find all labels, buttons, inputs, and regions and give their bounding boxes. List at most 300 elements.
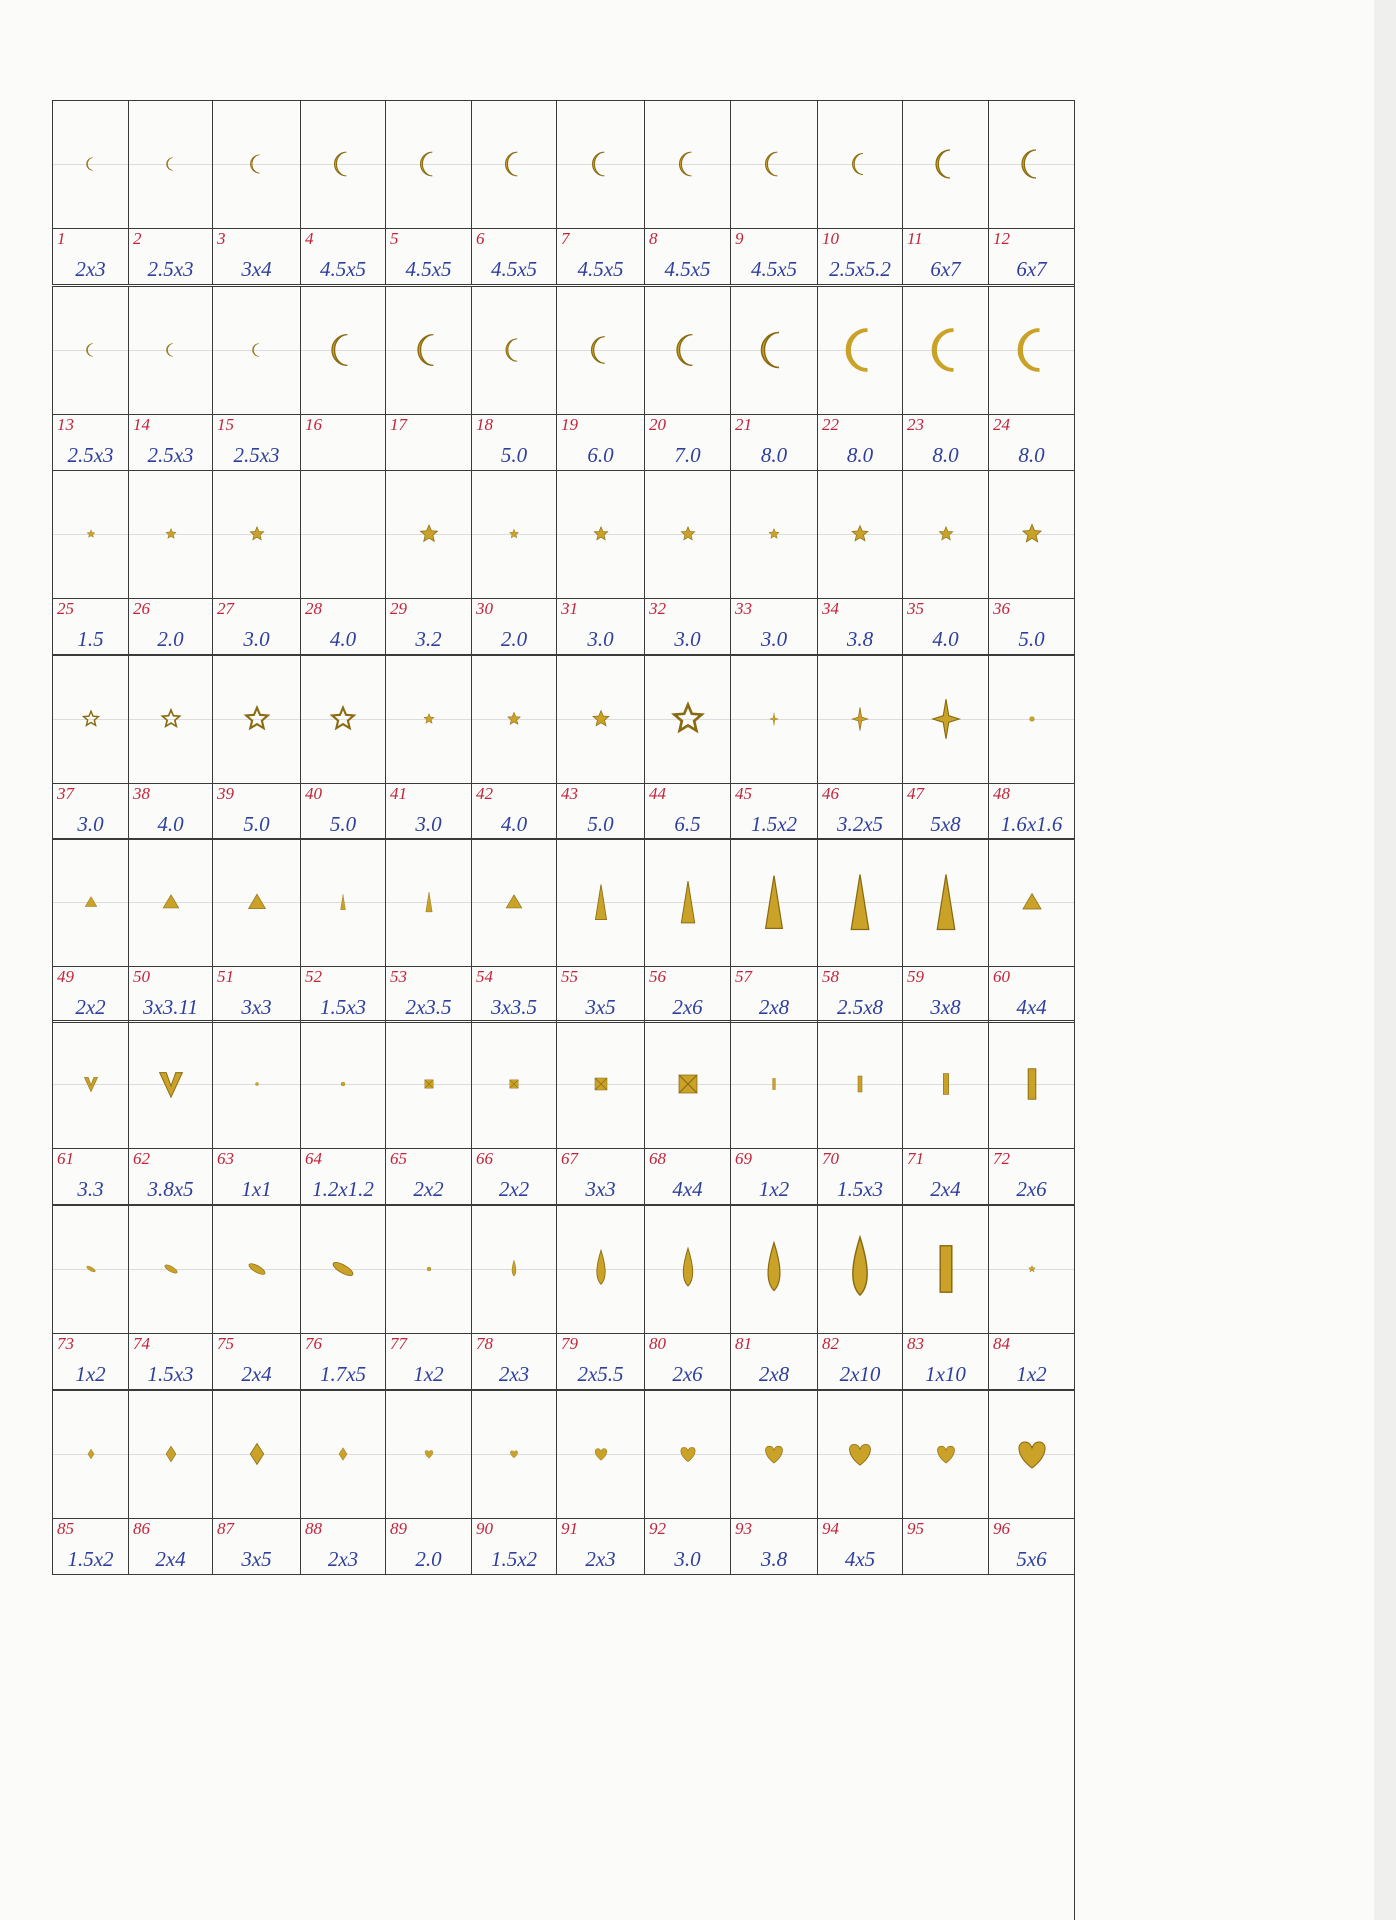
charm-label-cell	[385, 783, 471, 839]
item-size: 2.0	[500, 627, 528, 651]
item-number: 7	[561, 229, 570, 248]
charm-label-cell	[471, 1333, 556, 1389]
item-size: 3.0	[760, 627, 788, 651]
charm-picture-cell	[902, 1205, 988, 1333]
item-number: 26	[133, 599, 150, 618]
charm-picture-cell	[988, 470, 1074, 598]
charm-picture-cell	[52, 286, 128, 414]
charm-label-cell	[300, 966, 385, 1022]
charm-picture-cell	[471, 286, 556, 414]
item-size: 4x4	[1016, 995, 1047, 1019]
item-size: 3x3.11	[142, 995, 198, 1019]
grid-row-line	[52, 1148, 1074, 1149]
charm-label-cell	[817, 1333, 902, 1389]
item-number: 13	[57, 415, 74, 434]
item-number: 14	[133, 415, 150, 434]
charm-picture-cell	[817, 100, 902, 228]
charm-label-cell	[988, 598, 1074, 654]
item-size: 3x3	[241, 995, 272, 1019]
item-size: 3.0	[243, 627, 270, 651]
charm-picture-cell	[385, 655, 471, 783]
item-size: 2x3	[585, 1547, 616, 1571]
item-size: 4.5x5	[490, 257, 538, 281]
crescent-icon	[399, 134, 459, 194]
charm-picture-cell	[644, 838, 730, 966]
teardrop-icon	[658, 1239, 718, 1299]
item-size: 1x2	[413, 1362, 444, 1386]
grid-row-line	[52, 1333, 1074, 1334]
crescent-icon	[658, 320, 718, 380]
charm-label-cell	[212, 1148, 300, 1204]
item-number: 75	[217, 1334, 234, 1353]
item-number: 16	[305, 415, 322, 434]
spike-icon	[571, 872, 631, 932]
grid-right-border	[1074, 100, 1075, 1920]
item-size: 1x10	[925, 1362, 966, 1386]
item-size: 2x8	[758, 1362, 790, 1386]
item-size: 3x5	[241, 1547, 272, 1571]
triangle-icon	[61, 872, 121, 932]
charm-label-cell	[988, 1333, 1074, 1389]
charm-label-cell	[988, 228, 1074, 284]
charm-label-cell	[644, 228, 730, 284]
charm-label-cell	[556, 414, 644, 470]
item-size: 7.0	[674, 443, 701, 467]
item-size: 2x4	[155, 1547, 186, 1571]
item-size: 2x6	[1016, 1177, 1047, 1201]
item-size: 1x2	[1016, 1362, 1047, 1386]
charm-picture-cell	[988, 1390, 1074, 1518]
item-number: 92	[649, 1519, 666, 1538]
item-size: 1.5x2	[490, 1547, 538, 1571]
crescent-icon	[484, 320, 544, 380]
item-number: 6	[476, 229, 485, 248]
charm-picture-cell	[52, 100, 128, 228]
pyramid-icon	[484, 1054, 544, 1114]
heart-icon	[744, 1424, 804, 1484]
grid-row-line	[52, 598, 1074, 599]
item-number: 79	[561, 1334, 578, 1353]
pyramid-icon	[658, 1054, 718, 1114]
charm-label-cell	[988, 1518, 1074, 1574]
charm-picture-cell	[212, 1020, 300, 1148]
crescent-icon	[571, 134, 631, 194]
item-size: 2.5x8	[836, 995, 884, 1019]
item-number: 58	[822, 967, 839, 986]
charm-picture-cell	[471, 470, 556, 598]
charm-label-cell	[902, 1518, 988, 1574]
item-number: 46	[822, 784, 839, 803]
crescent-icon	[658, 134, 718, 194]
charm-picture-cell	[556, 1020, 644, 1148]
item-size: 2x5.5	[577, 1362, 624, 1386]
item-size: 4x5	[844, 1547, 876, 1571]
charm-picture-cell	[817, 1205, 902, 1333]
charm-label-cell	[52, 1518, 128, 1574]
charm-label-cell	[385, 1148, 471, 1204]
charm-picture-cell	[902, 838, 988, 966]
charm-label-cell	[730, 783, 817, 839]
charm-label-cell	[902, 1148, 988, 1204]
crescent-icon	[399, 320, 459, 380]
item-size: 5.0	[243, 812, 270, 836]
item-size: 2x2	[75, 995, 106, 1019]
charm-picture-cell	[128, 286, 212, 414]
charm-picture-cell	[902, 655, 988, 783]
charm-label-cell	[52, 1148, 128, 1204]
charm-picture-cell	[556, 286, 644, 414]
item-size: 2.5x3	[147, 443, 194, 467]
star-icon	[916, 504, 976, 564]
charm-picture-cell	[128, 470, 212, 598]
item-size: 5.0	[500, 443, 528, 467]
charm-label-cell	[902, 1333, 988, 1389]
charm-picture-cell	[128, 1390, 212, 1518]
crescent-icon	[571, 320, 631, 380]
item-number: 91	[561, 1519, 578, 1538]
star-icon	[227, 504, 287, 564]
bar-icon	[916, 1054, 976, 1114]
item-number: 19	[561, 415, 578, 434]
item-number: 8	[649, 229, 658, 248]
teardrop-icon	[484, 1239, 544, 1299]
item-number: 87	[217, 1519, 234, 1538]
item-number: 4	[305, 229, 314, 248]
charm-label-cell	[300, 414, 385, 470]
grid-row-line	[52, 228, 1074, 229]
pyramid-icon	[571, 1054, 631, 1114]
item-number: 37	[57, 784, 74, 803]
item-size: 6.0	[587, 443, 614, 467]
grid-row-line	[52, 284, 1074, 285]
charm-picture-cell	[128, 655, 212, 783]
star-icon	[571, 504, 631, 564]
item-number: 21	[735, 415, 752, 434]
heart-icon	[399, 1424, 459, 1484]
item-size: 1.5x3	[319, 995, 367, 1019]
chevron-down-icon	[61, 1054, 121, 1114]
crescent-icon	[61, 134, 121, 194]
item-number: 28	[305, 599, 322, 618]
diamond-icon	[227, 1424, 287, 1484]
item-size: 2.5x3	[233, 443, 280, 467]
scan-edge	[1374, 0, 1396, 1920]
charm-picture-cell	[471, 100, 556, 228]
item-number: 17	[390, 415, 407, 434]
charm-label-cell	[644, 783, 730, 839]
item-size: 3.0	[674, 1547, 701, 1571]
charm-picture-cell	[988, 1020, 1074, 1148]
item-number: 77	[390, 1334, 407, 1353]
charm-picture-cell	[556, 100, 644, 228]
chevron-down-icon	[141, 1054, 201, 1114]
item-number: 15	[217, 415, 234, 434]
item-size: 1.6x1.6	[1000, 812, 1063, 836]
charm-label-cell	[730, 1518, 817, 1574]
item-size: 3.2	[415, 627, 442, 651]
item-size: 5x8	[930, 812, 961, 836]
charm-picture-cell	[988, 286, 1074, 414]
item-number: 66	[476, 1149, 493, 1168]
item-size: 2x3	[75, 257, 106, 281]
star-icon	[399, 504, 459, 564]
bar-icon	[916, 1239, 976, 1299]
charm-picture-cell	[644, 470, 730, 598]
item-size: 6x7	[1016, 257, 1047, 281]
item-number: 50	[133, 967, 150, 986]
charm-picture-cell	[644, 286, 730, 414]
charm-picture-cell	[730, 470, 817, 598]
charm-label-cell	[385, 1518, 471, 1574]
item-size: 3.2x5	[836, 812, 884, 836]
charm-label-cell	[471, 1518, 556, 1574]
item-number: 44	[649, 784, 666, 803]
charm-picture-cell	[730, 1390, 817, 1518]
charm-picture-cell	[300, 1020, 385, 1148]
grid-row-line	[52, 1574, 1074, 1575]
star-icon	[141, 504, 201, 564]
crescent-icon	[141, 134, 201, 194]
charm-picture-cell	[471, 838, 556, 966]
star-outline-icon	[313, 689, 373, 749]
item-number: 68	[649, 1149, 666, 1168]
grid-row-line	[52, 655, 1074, 656]
oval-icon	[61, 1239, 121, 1299]
item-size: 4.0	[500, 812, 528, 836]
item-size: 2x2	[498, 1177, 530, 1201]
charm-label-cell	[52, 783, 128, 839]
item-number: 31	[561, 599, 578, 618]
charm-catalog-grid	[52, 100, 1316, 1920]
charm-picture-cell	[128, 1020, 212, 1148]
charm-label-cell	[128, 1333, 212, 1389]
charm-picture-cell	[300, 1205, 385, 1333]
charm-picture-cell	[212, 470, 300, 598]
charm-picture-cell	[817, 470, 902, 598]
item-size: 4.0	[157, 812, 184, 836]
charm-label-cell	[385, 1333, 471, 1389]
item-size: 1.5x2	[750, 812, 798, 836]
charm-label-cell	[212, 783, 300, 839]
spike-icon	[399, 872, 459, 932]
item-number: 23	[907, 415, 924, 434]
item-size: 4.5x5	[405, 257, 452, 281]
heart-icon	[1002, 1424, 1062, 1484]
item-size: 3.0	[415, 812, 442, 836]
item-number: 35	[907, 599, 924, 618]
charm-label-cell	[730, 966, 817, 1022]
charm-label-cell	[644, 414, 730, 470]
crescent-icon	[916, 134, 976, 194]
charm-picture-cell	[817, 1020, 902, 1148]
star-outline-icon	[141, 689, 201, 749]
charm-picture-cell	[902, 100, 988, 228]
crescent-outline-icon	[1002, 320, 1062, 380]
grid-row-line	[52, 1205, 1074, 1206]
sparkle-icon	[830, 689, 890, 749]
item-number: 49	[57, 967, 74, 986]
crescent-icon	[227, 134, 287, 194]
item-number: 22	[822, 415, 839, 434]
item-size: 3.8	[846, 627, 874, 651]
item-number: 80	[649, 1334, 666, 1353]
item-number: 69	[735, 1149, 752, 1168]
crescent-icon	[313, 134, 373, 194]
crescent-icon	[830, 134, 890, 194]
item-size: 3.3	[77, 1177, 104, 1201]
charm-picture-cell	[730, 286, 817, 414]
diamond-icon	[61, 1424, 121, 1484]
charm-label-cell	[730, 598, 817, 654]
item-number: 32	[649, 599, 666, 618]
grid-row-line	[52, 286, 1074, 287]
item-number: 72	[993, 1149, 1010, 1168]
item-number: 29	[390, 599, 407, 618]
charm-picture-cell	[300, 286, 385, 414]
star-icon	[1002, 504, 1062, 564]
charm-picture-cell	[128, 100, 212, 228]
charm-picture-cell	[730, 100, 817, 228]
item-size: 3x5	[585, 995, 616, 1019]
crescent-icon	[744, 134, 804, 194]
item-size: 8.0	[1018, 443, 1045, 467]
item-number: 83	[907, 1334, 924, 1353]
item-number: 84	[993, 1334, 1010, 1353]
charm-picture-cell	[212, 1205, 300, 1333]
bar-icon	[830, 1054, 890, 1114]
item-number: 64	[305, 1149, 322, 1168]
star-icon	[744, 504, 804, 564]
item-number: 2	[133, 229, 142, 248]
charm-label-cell	[988, 966, 1074, 1022]
charm-label-cell	[300, 1333, 385, 1389]
charm-label-cell	[385, 414, 471, 470]
heart-icon	[830, 1424, 890, 1484]
item-size: 1.5x3	[836, 1177, 884, 1201]
charm-picture-cell	[902, 1020, 988, 1148]
item-size: 3.8	[760, 1547, 788, 1571]
charm-picture-cell	[817, 1390, 902, 1518]
crescent-icon	[61, 320, 121, 380]
star-icon	[830, 504, 890, 564]
item-number: 65	[390, 1149, 407, 1168]
item-size: 8.0	[932, 443, 959, 467]
item-number: 57	[735, 967, 752, 986]
item-size: 4.0	[329, 627, 357, 651]
item-number: 5	[390, 229, 399, 248]
charm-label-cell	[385, 228, 471, 284]
item-size: 6.5	[674, 812, 701, 836]
item-size: 2x2	[413, 1177, 444, 1201]
charm-picture-cell	[988, 655, 1074, 783]
charm-label-cell	[212, 966, 300, 1022]
item-number: 30	[476, 599, 493, 618]
item-size: 3.8x5	[147, 1177, 194, 1201]
grid-row-line	[52, 100, 1074, 101]
crescent-icon	[744, 320, 804, 380]
charm-picture-cell	[556, 1205, 644, 1333]
heart-icon	[658, 1424, 718, 1484]
item-number: 1	[57, 229, 66, 248]
item-number: 56	[649, 967, 666, 986]
charm-label-cell	[212, 1518, 300, 1574]
item-size: 2.0	[157, 627, 184, 651]
star-icon	[1002, 1239, 1062, 1299]
item-number: 12	[993, 229, 1010, 248]
grid-row-line	[52, 414, 1074, 415]
item-number: 59	[907, 967, 924, 986]
item-size: 3x3.5	[490, 995, 538, 1019]
charm-label-cell	[471, 783, 556, 839]
item-size: 1.5x3	[147, 1362, 194, 1386]
item-size: 2x3	[498, 1362, 530, 1386]
charm-picture-cell	[730, 655, 817, 783]
item-number: 96	[993, 1519, 1010, 1538]
dot-icon	[1002, 689, 1062, 749]
star-outline-icon	[61, 689, 121, 749]
dot-icon	[399, 1239, 459, 1299]
sparkle-icon	[744, 689, 804, 749]
star-icon	[484, 504, 544, 564]
grid-row-line	[52, 838, 1074, 839]
item-number: 55	[561, 967, 578, 986]
charm-label-cell	[730, 1333, 817, 1389]
charm-label-cell	[212, 1333, 300, 1389]
item-size: 2x6	[672, 1362, 703, 1386]
item-size: 5.0	[329, 812, 357, 836]
bar-icon	[1002, 1054, 1062, 1114]
charm-picture-cell	[644, 1020, 730, 1148]
item-number: 40	[305, 784, 322, 803]
grid-row-line	[52, 783, 1074, 784]
charm-picture-cell	[300, 1390, 385, 1518]
item-size: 5.0	[1018, 627, 1045, 651]
charm-label-cell	[730, 1148, 817, 1204]
grid-row-line	[52, 1518, 1074, 1519]
spike-icon	[658, 872, 718, 932]
item-number: 94	[822, 1519, 839, 1538]
item-number: 89	[390, 1519, 407, 1538]
item-size: 2x8	[758, 995, 790, 1019]
item-number: 10	[822, 229, 839, 248]
item-size: 4.5x5	[664, 257, 711, 281]
charm-picture-cell	[471, 655, 556, 783]
charm-label-cell	[556, 783, 644, 839]
teardrop-icon	[571, 1239, 631, 1299]
charm-picture-cell	[988, 838, 1074, 966]
item-number: 43	[561, 784, 578, 803]
item-number: 11	[907, 229, 923, 248]
triangle-icon	[141, 872, 201, 932]
star-icon	[658, 504, 718, 564]
charm-label-cell	[817, 1518, 902, 1574]
item-size: 2x10	[839, 1362, 881, 1386]
item-number: 82	[822, 1334, 839, 1353]
charm-picture-cell	[212, 655, 300, 783]
heart-icon	[916, 1424, 976, 1484]
charm-label-cell	[300, 228, 385, 284]
item-number: 90	[476, 1519, 493, 1538]
charm-picture-cell	[385, 838, 471, 966]
charm-picture-cell	[128, 838, 212, 966]
item-number: 60	[993, 967, 1010, 986]
item-size: 2x4	[241, 1362, 272, 1386]
charm-label-cell	[300, 1148, 385, 1204]
item-size: 4x4	[672, 1177, 703, 1201]
spike-icon	[313, 872, 373, 932]
item-number: 42	[476, 784, 493, 803]
diamond-icon	[313, 1424, 373, 1484]
